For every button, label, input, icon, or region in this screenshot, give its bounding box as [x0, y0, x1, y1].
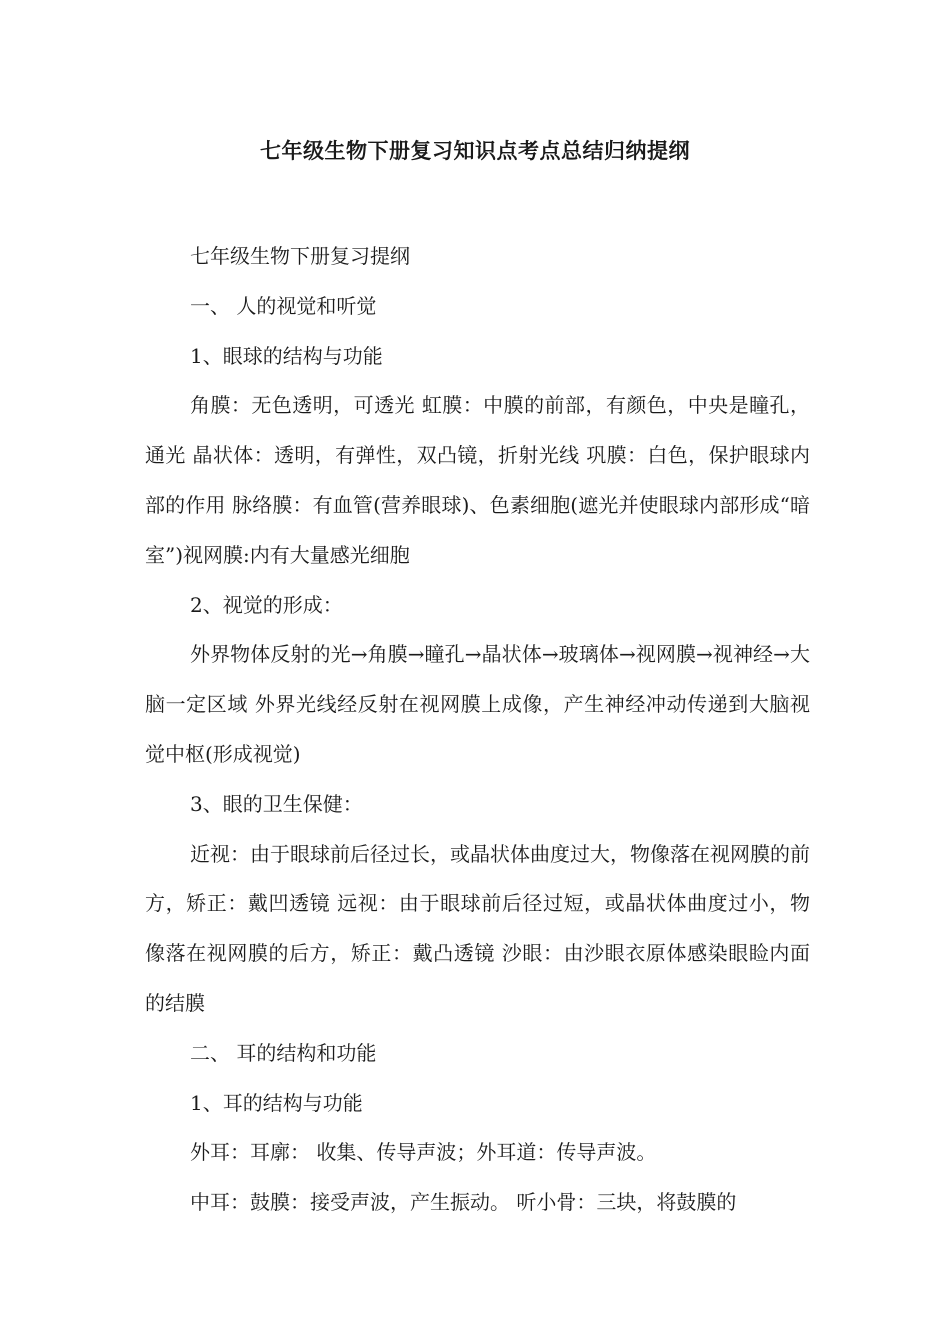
paragraph: 角膜：无色透明，可透光 虹膜：中膜的前部，有颜色，中央是瞳孔，通光 晶状体：透明，有弹性，双凸镜，折射光线 巩膜：白色，保护眼球内部的作用 脉络膜：有血管(营养眼球)、色素细胞(遮光并使眼球内部形成“暗室”)视网膜:内有大量感光细胞	[145, 393, 810, 567]
subsection-heading: 1、眼球的结构与功能	[190, 343, 383, 368]
section-heading: 二、 耳的结构和功能	[190, 1040, 377, 1065]
paragraph: 七年级生物下册复习提纲	[190, 244, 410, 268]
paragraph: 外界物体反射的光→角膜→瞳孔→晶状体→玻璃体→视网膜→视神经→大脑一定区域 外界光线经反射在视网膜上成像，产生神经冲动传递到大脑视觉中枢(形成视觉)	[145, 642, 810, 766]
paragraph: 外耳：耳廓： 收集、传导声波；外耳道：传导声波。	[190, 1140, 657, 1165]
subsection-heading: 3、眼的卫生保健：	[190, 791, 363, 816]
subsection-heading: 1、耳的结构与功能	[190, 1090, 363, 1115]
paragraph: 中耳：鼓膜：接受声波，产生振动。 听小骨：三块，将鼓膜的	[190, 1190, 737, 1215]
section-heading: 一、 人的视觉和听觉	[190, 293, 377, 318]
document-body	[145, 232, 810, 1228]
subsection-heading: 2、视觉的形成：	[190, 592, 343, 617]
paragraph: 近视：由于眼球前后径过长，或晶状体曲度过大，物像落在视网膜的前方，矫正：戴凹透镜 远视：由于眼球前后径过短，或晶状体曲度过小，物像落在视网膜的后方，矫正：戴凸透镜 沙眼：由沙眼衣原体感染眼睑内面的结膜	[145, 841, 810, 1015]
document-title: 七年级生物下册复习知识点考点总结归纳提纲	[260, 139, 690, 163]
